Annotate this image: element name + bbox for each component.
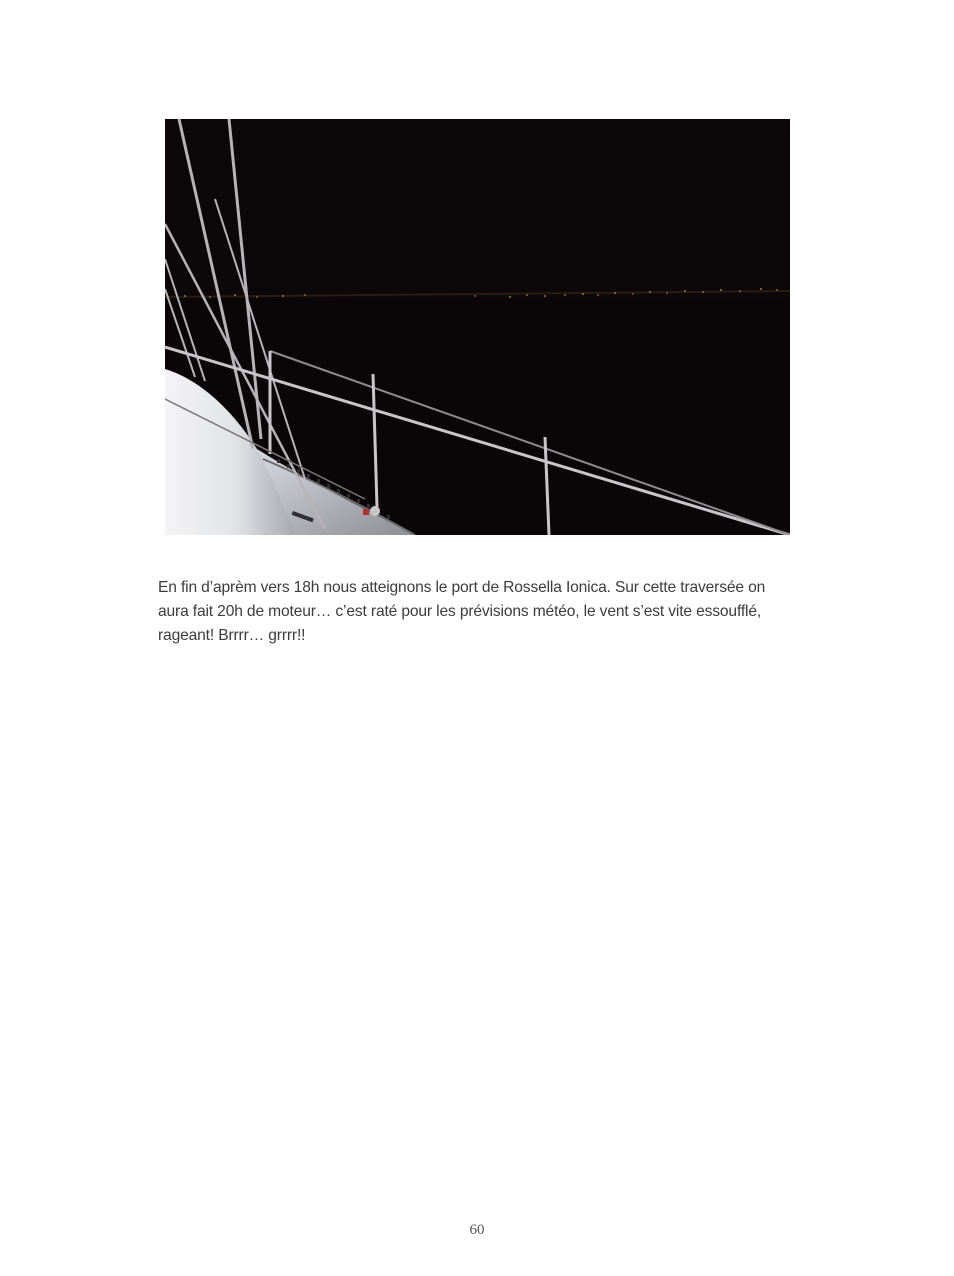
body-paragraph — [158, 576, 803, 648]
page-number: 60 — [469, 1222, 485, 1238]
body-line-3: rageant! Brrrr… grrrr!! — [158, 627, 306, 644]
night-sailboat-photo — [165, 119, 790, 535]
body-line-1: En fin d’aprèm vers 18h nous atteignons le port de Rossella Ionica. Sur cette traversée on — [158, 579, 766, 596]
body-line-2: aura fait 20h de moteur… c’est raté pour les prévisions météo, le vent s’est vite essoufflé, — [158, 603, 762, 620]
